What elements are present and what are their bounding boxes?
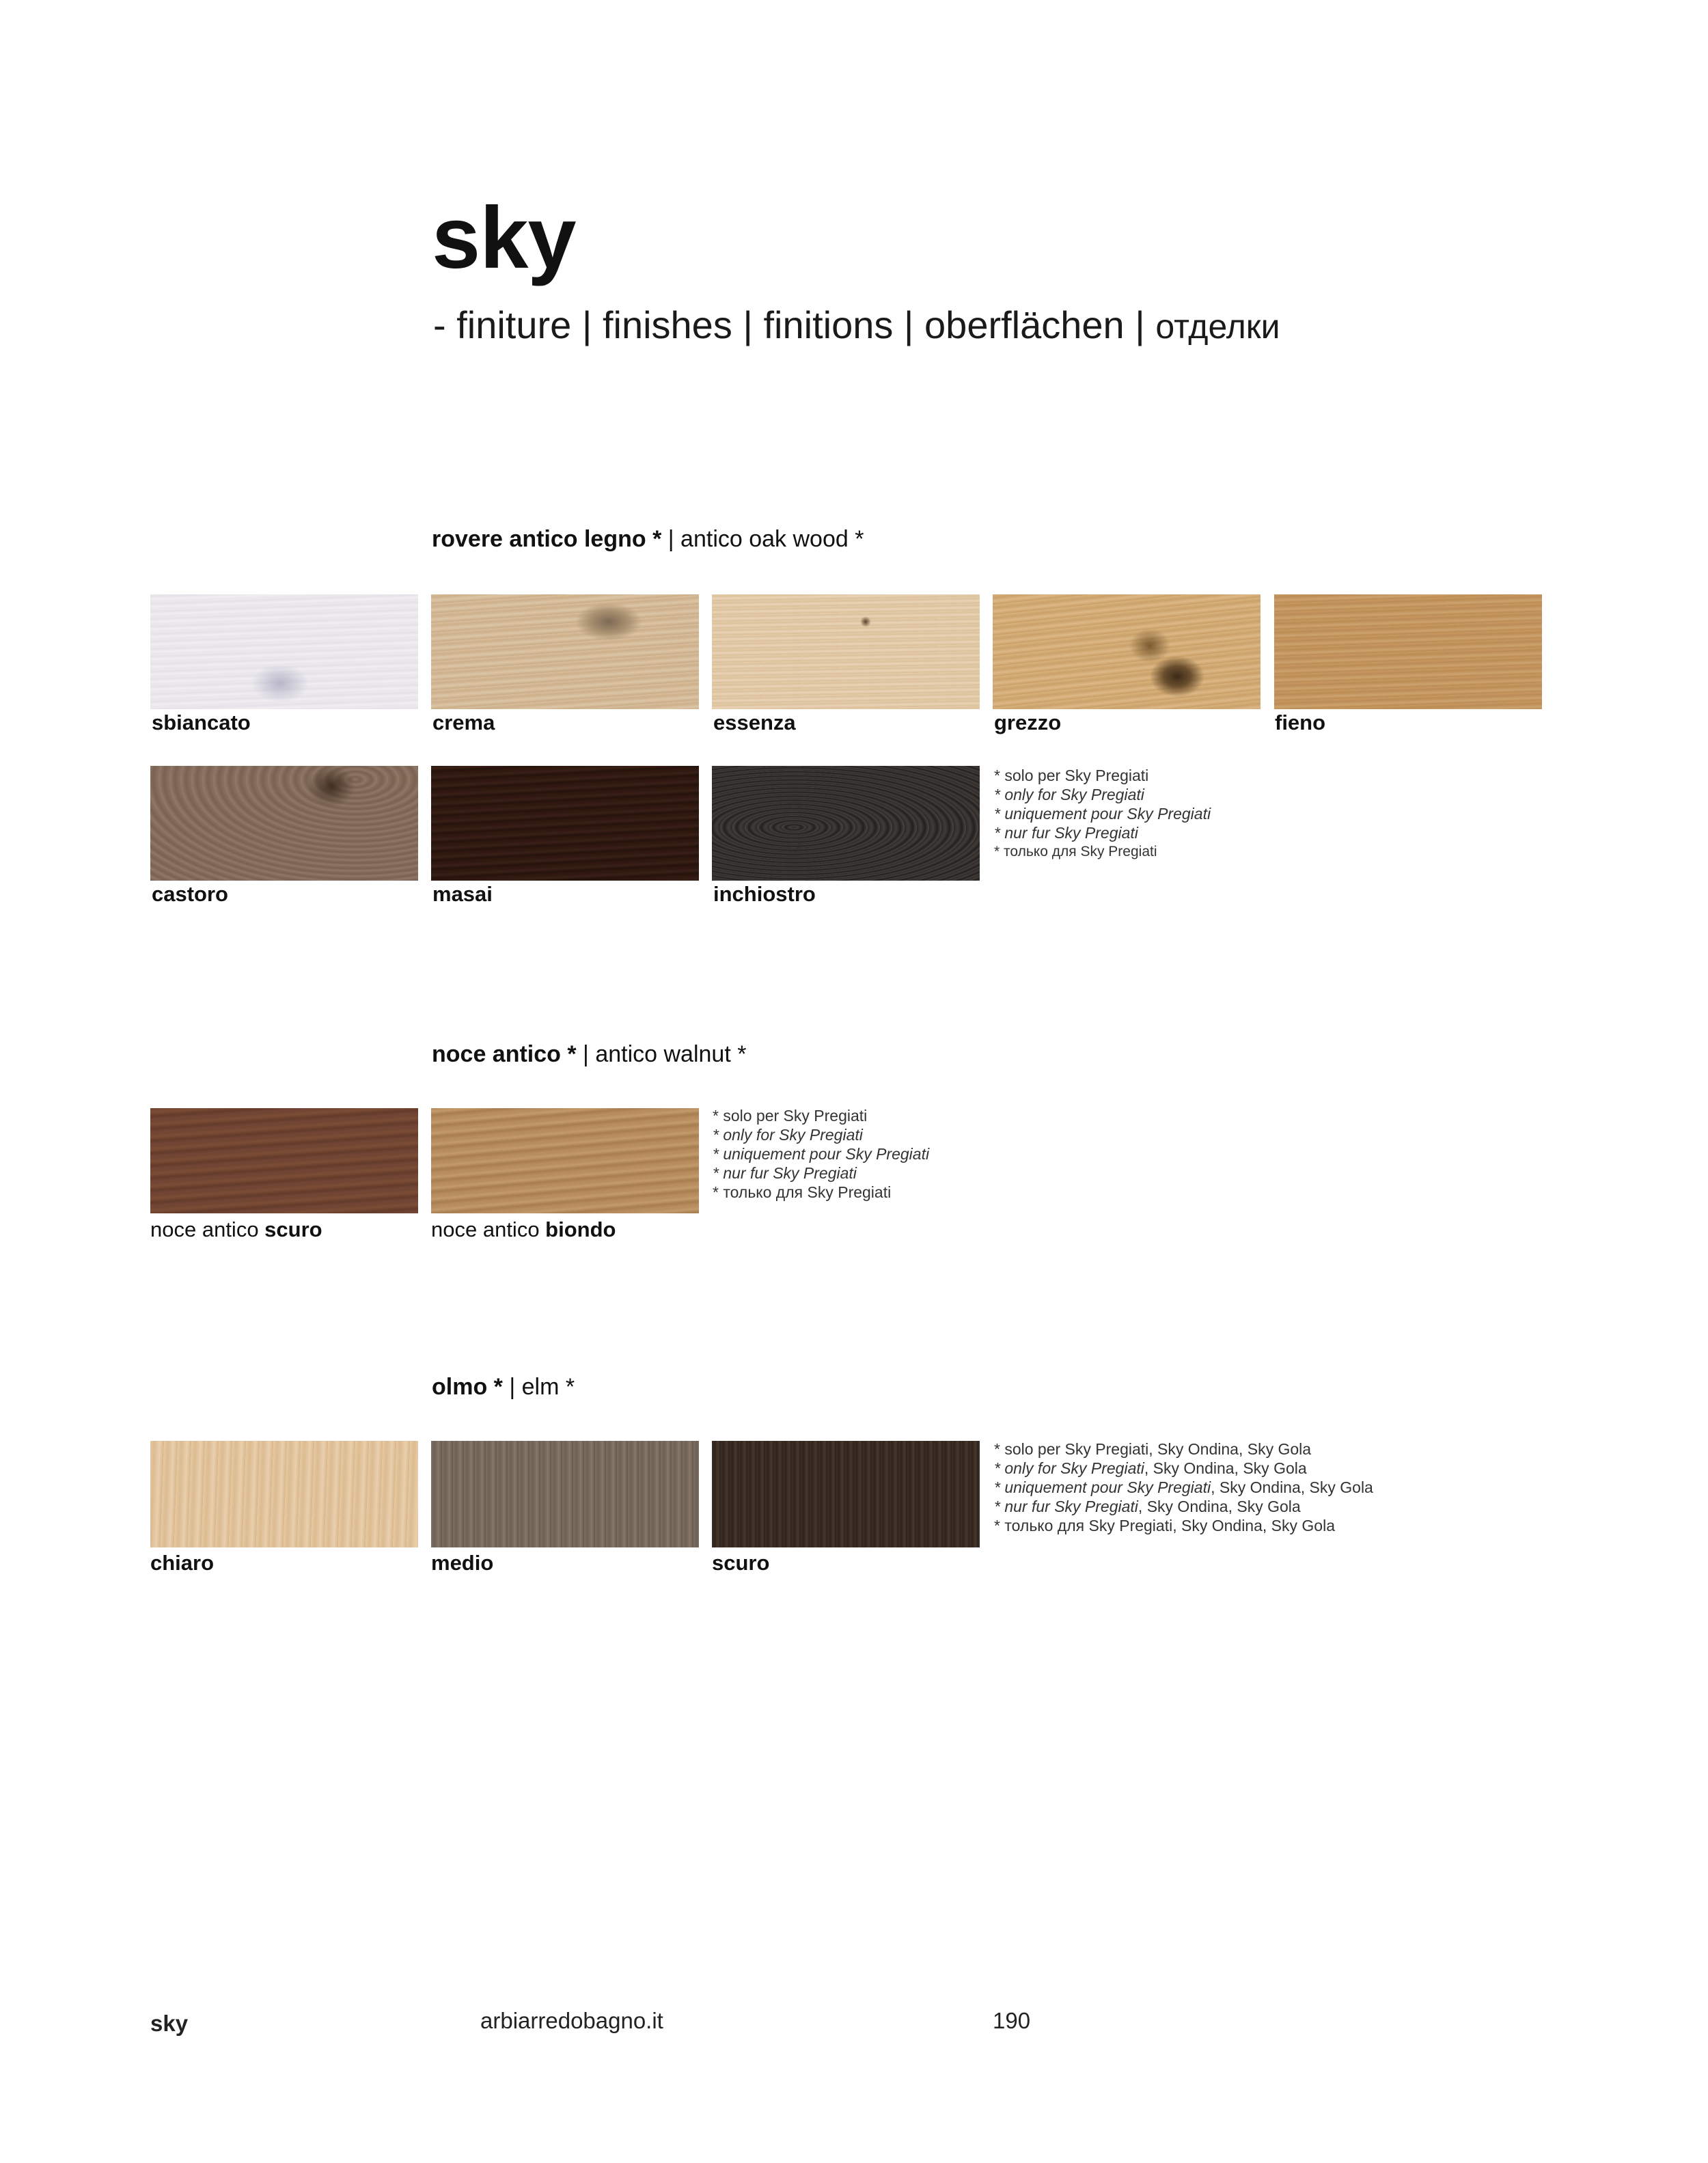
swatch-label-prefix: noce antico <box>431 1217 546 1241</box>
swatch-label-text: masai <box>432 882 493 906</box>
swatch-sbiancato <box>150 594 418 709</box>
swatch-castoro <box>150 766 418 881</box>
footer-brand: sky <box>150 2011 189 2036</box>
swatch-label-castoro <box>152 883 228 905</box>
swatch-masai <box>431 766 699 881</box>
note-line-ru <box>994 1516 1373 1535</box>
swatch-label-scuro <box>712 1552 769 1573</box>
note-line-ru: * только для Sky Pregiati <box>713 1183 892 1201</box>
swatch-label-inchiostro <box>713 883 816 905</box>
swatch-label-chiaro <box>150 1552 214 1573</box>
swatch-label-sbiancato <box>152 712 251 733</box>
note-line-en <box>994 1459 1373 1478</box>
section-title-rest: | elm * <box>502 1374 575 1400</box>
note-noce <box>713 1106 929 1202</box>
subtitle-cyrillic: отделки <box>1155 307 1280 346</box>
note-line-it <box>994 1439 1373 1459</box>
swatch-label-text: crema <box>432 711 495 734</box>
swatch-label-noce-antico-biondo <box>431 1219 616 1240</box>
swatch-label-medio <box>431 1552 493 1573</box>
swatch-label-text: chiaro <box>150 1551 215 1575</box>
section-title-rest: | antico oak wood * <box>661 526 864 552</box>
swatch-essenza <box>712 594 980 709</box>
note-line-fr: * uniquement pour Sky Pregiati <box>713 1145 930 1163</box>
swatch-label-prefix: noce antico <box>150 1217 265 1241</box>
note-line-de: * nur fur Sky Pregiati <box>994 824 1138 842</box>
swatch-label-bold: scuro <box>264 1217 322 1241</box>
swatch-label-text: essenza <box>713 711 796 734</box>
swatch-label-grezzo <box>994 712 1061 733</box>
swatch-grezzo <box>993 594 1261 709</box>
section-title-bold: rovere antico legno * <box>432 526 662 552</box>
note-line-it-text: * solo per Sky Pregiati, Sky Ondina, Sky Gola <box>994 1440 1312 1458</box>
page-number: 190 <box>993 2008 1031 2033</box>
note-line-ru-text: * только для Sky Pregiati, Sky Ondina, Sky Gola <box>994 1517 1335 1534</box>
section-title-noce <box>432 1043 746 1066</box>
section-title-rest: | antico walnut * <box>576 1041 747 1067</box>
note-line-en-rest: , Sky Ondina, Sky Gola <box>1144 1459 1307 1477</box>
section-title-bold: noce antico * <box>432 1041 577 1067</box>
swatch-label-text: fieno <box>1275 711 1326 734</box>
section-title-olmo <box>432 1375 575 1399</box>
note-line-fr-italic: * uniquement pour Sky Pregiati <box>994 1478 1211 1496</box>
note-line-en: * only for Sky Pregiati <box>713 1126 863 1144</box>
note-line-it: * solo per Sky Pregiati <box>994 767 1149 784</box>
note-line-it: * solo per Sky Pregiati <box>713 1107 868 1125</box>
swatch-medio <box>431 1441 699 1547</box>
note-line-fr-rest: , Sky Ondina, Sky Gola <box>1211 1478 1373 1496</box>
note-line-ru: * только для Sky Pregiati <box>994 844 1157 859</box>
section-title-rovere <box>432 527 864 551</box>
note-line-de-italic: * nur fur Sky Pregiati <box>994 1498 1138 1515</box>
note-olmo <box>994 1439 1373 1535</box>
swatch-label-text: grezzo <box>994 711 1062 734</box>
note-line-en: * only for Sky Pregiati <box>994 786 1144 803</box>
note-line-en-italic: * only for Sky Pregiati <box>994 1459 1144 1477</box>
swatch-label-crema <box>432 712 495 733</box>
swatch-noce-antico-biondo <box>431 1108 699 1213</box>
subtitle-languages: - finiture | finishes | finitions | oberflächen | <box>433 303 1156 346</box>
note-line-de: * nur fur Sky Pregiati <box>713 1164 857 1182</box>
swatch-label-essenza <box>713 712 796 733</box>
note-line-de <box>994 1497 1373 1516</box>
swatch-chiaro <box>150 1441 418 1547</box>
note-line-fr <box>994 1478 1373 1497</box>
page-subtitle <box>433 303 1280 346</box>
swatch-crema <box>431 594 699 709</box>
swatch-label-fieno <box>1275 712 1325 733</box>
note-rovere <box>994 766 1211 862</box>
swatch-inchiostro <box>712 766 980 881</box>
swatch-label-bold: biondo <box>545 1217 616 1241</box>
swatch-scuro <box>712 1441 980 1547</box>
section-title-bold: olmo * <box>432 1374 503 1400</box>
swatch-label-text: medio <box>431 1551 494 1575</box>
swatch-label-noce-antico-scuro <box>150 1219 322 1240</box>
swatch-label-text: inchiostro <box>713 882 816 906</box>
note-line-fr: * uniquement pour Sky Pregiati <box>994 805 1211 823</box>
swatch-fieno <box>1274 594 1542 709</box>
swatch-label-text: castoro <box>152 882 228 906</box>
footer-website-link[interactable]: arbiarredobagno.it <box>480 2008 663 2033</box>
page-title: sky <box>432 189 576 287</box>
note-line-de-rest: , Sky Ondina, Sky Gola <box>1138 1498 1301 1515</box>
swatch-label-text: scuro <box>712 1551 770 1575</box>
swatch-noce-antico-scuro <box>150 1108 418 1213</box>
swatch-label-masai <box>432 883 493 905</box>
swatch-label-text: sbiancato <box>152 711 251 734</box>
